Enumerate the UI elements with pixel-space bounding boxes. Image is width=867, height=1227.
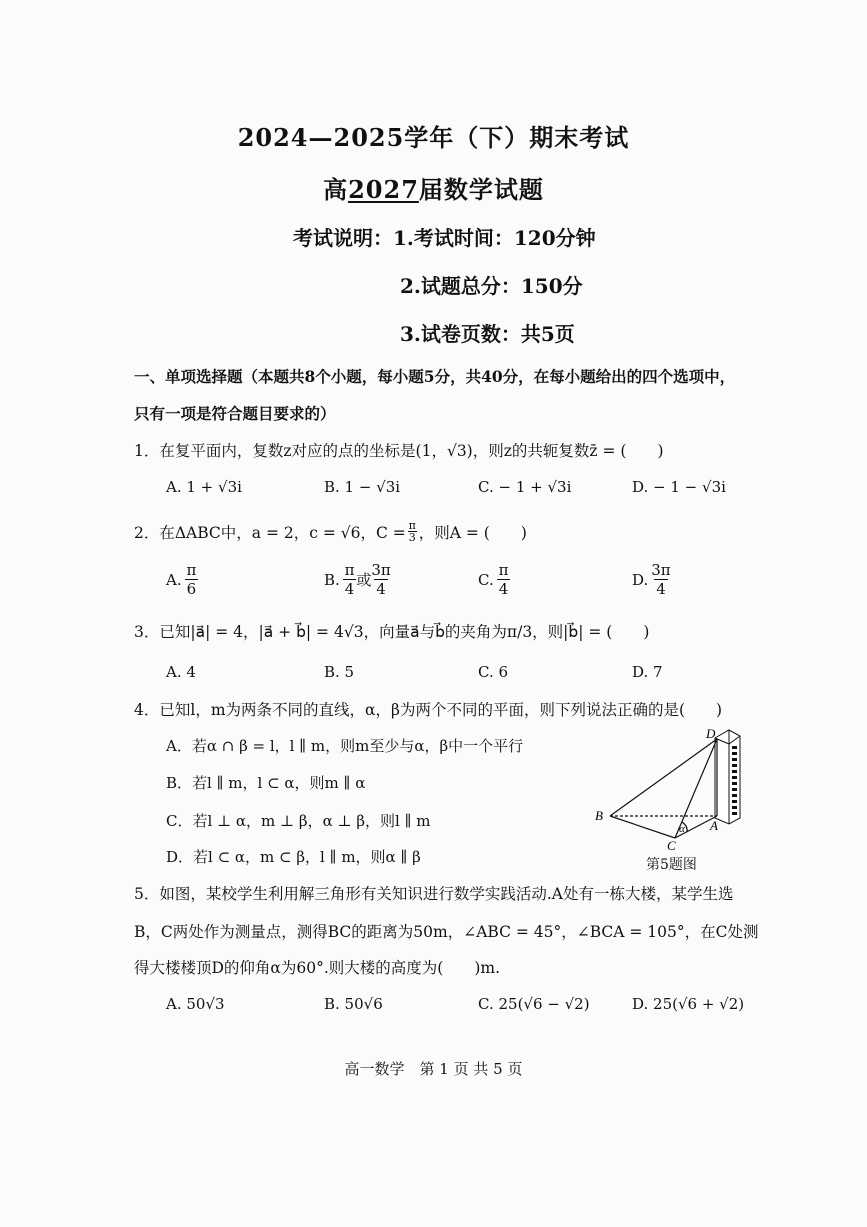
q4-option-d: D．若l ⊂ α，m ⊂ β，l ∥ m，则α ∥ β xyxy=(166,848,421,866)
subtitle-prefix: 高 xyxy=(323,175,349,204)
q4-option-c: C．若l ⊥ α，m ⊥ β，α ⊥ β，则l ∥ m xyxy=(166,812,431,830)
q5-stem-line2: B，C两处作为测量点，测得BC的距离为50m，∠ABC = 45°，∠BCA = 105°，在C处测 xyxy=(134,923,759,941)
q1-stem: 1．在复平面内，复数z对应的点的坐标是(1，√3)，则z的共轭复数z̄ = ( ) xyxy=(134,442,664,460)
q2-opt-a-frac xyxy=(185,561,199,598)
exam-title: 2024—2025学年（下）期末考试 xyxy=(237,123,630,152)
q2-option-c xyxy=(478,561,510,598)
q2-opt-b-num2: 3π xyxy=(371,561,391,579)
section1-heading-line1: 一、单项选择题（本题共8个小题，每小题5分，共40分，在每小题给出的四个选项中， xyxy=(134,367,736,386)
q2-opt-a-num: π xyxy=(186,561,197,579)
q5-option-b: B. 50√6 xyxy=(324,995,383,1013)
q5-stem-line3: 得大楼楼顶D的仰角α为60°.则大楼的高度为( )m. xyxy=(134,959,501,977)
q1-option-c: C. − 1 + √3i xyxy=(478,478,572,496)
subtitle-year: 2027 xyxy=(348,175,419,204)
q2-opt-d-num: 3π xyxy=(651,561,671,579)
q2-opt-a-den: 6 xyxy=(186,580,197,598)
q2-opt-b-den1: 4 xyxy=(344,580,355,598)
q2-opt-d-label: D. xyxy=(632,570,649,589)
q2-opt-d-frac xyxy=(651,561,670,598)
q2-stem-fraction xyxy=(408,520,417,543)
exam-time: 1.考试时间：120分钟 xyxy=(393,226,596,250)
q3-option-d: D. 7 xyxy=(632,663,663,681)
section1-heading-line2: 只有一项是符合题目要求的） xyxy=(134,404,336,423)
q2-opt-c-num: π xyxy=(498,561,509,579)
figure5-diagram xyxy=(590,722,750,852)
figure-label-b: B xyxy=(595,808,603,823)
figure-label-alpha: α xyxy=(679,823,685,835)
subtitle-suffix: 届数学试题 xyxy=(418,175,544,204)
triangle-lines xyxy=(610,739,717,838)
q4-option-a: A．若α ∩ β = l，l ∥ m，则m至少与α，β中一个平行 xyxy=(166,737,524,755)
exam-info-line1 xyxy=(293,222,596,251)
q2-opt-d-den: 4 xyxy=(656,580,666,598)
figure-label-d: D xyxy=(706,726,716,741)
building-shape xyxy=(715,730,740,824)
q2-opt-b-den2: 4 xyxy=(376,580,386,598)
q1-option-a: A. 1 + √3i xyxy=(166,478,242,496)
page-footer: 高一数学 第 1 页 共 5 页 xyxy=(344,1060,523,1078)
figure-label-c: C xyxy=(667,838,676,852)
q2-opt-b-frac2 xyxy=(371,561,390,598)
q2-option-d xyxy=(632,561,671,598)
q5-option-a: A. 50√3 xyxy=(166,995,225,1013)
q2-opt-c-frac xyxy=(497,561,511,598)
q3-option-a: A. 4 xyxy=(166,663,196,681)
exam-page-count: 3.试卷页数：共5页 xyxy=(400,322,575,346)
q2-opt-b-or: 或 xyxy=(356,571,372,589)
q3-option-b: B. 5 xyxy=(324,663,355,681)
q1-option-b: B. 1 − √3i xyxy=(324,478,401,496)
exam-total-score: 2.试题总分：150分 xyxy=(400,274,583,298)
exam-info-label: 考试说明： xyxy=(293,226,393,250)
figure-label-a: A xyxy=(710,818,718,833)
q3-option-c: C. 6 xyxy=(478,663,509,681)
q2-option-b xyxy=(324,561,391,598)
figure5-caption: 第5题图 xyxy=(646,857,697,873)
q2-stem xyxy=(134,520,527,543)
q2-stem-after: ，则A = ( ) xyxy=(418,523,527,542)
q5-option-d: D. 25(√6 + √2) xyxy=(632,995,745,1013)
q2-opt-c-den: 4 xyxy=(498,580,509,598)
q4-option-b: B．若l ∥ m，l ⊂ α，则m ∥ α xyxy=(166,774,366,792)
q2-opt-b-frac1 xyxy=(343,561,357,598)
exam-subtitle xyxy=(0,170,867,205)
q5-stem-line1: 5．如图，某校学生利用解三角形有关知识进行数学实践活动.A处有一栋大楼，某学生选 xyxy=(134,885,734,903)
q4-stem: 4．已知l，m为两条不同的直线，α，β为两个不同的平面，则下列说法正确的是( ) xyxy=(134,701,723,719)
q3-stem: 3．已知|a⃗| = 4，|a⃗ + b⃗| = 4√3，向量a⃗与b⃗的夹角为π/3，则|b⃗| = ( ) xyxy=(134,623,650,641)
q2-frac-den: 3 xyxy=(408,531,416,544)
q2-opt-b-label: B. xyxy=(324,570,340,589)
q2-frac-num: π xyxy=(408,519,416,532)
q2-stem-before: 2．在ΔABC中，a = 2，c = √6，C = xyxy=(134,523,406,542)
q5-option-c: C. 25(√6 − √2) xyxy=(478,995,590,1013)
q1-option-d: D. − 1 − √3i xyxy=(632,478,726,496)
q2-opt-c-label: C. xyxy=(478,570,494,589)
q2-opt-b-num1: π xyxy=(344,561,355,579)
q2-opt-a-label: A. xyxy=(166,570,182,589)
q2-option-a xyxy=(166,561,198,598)
